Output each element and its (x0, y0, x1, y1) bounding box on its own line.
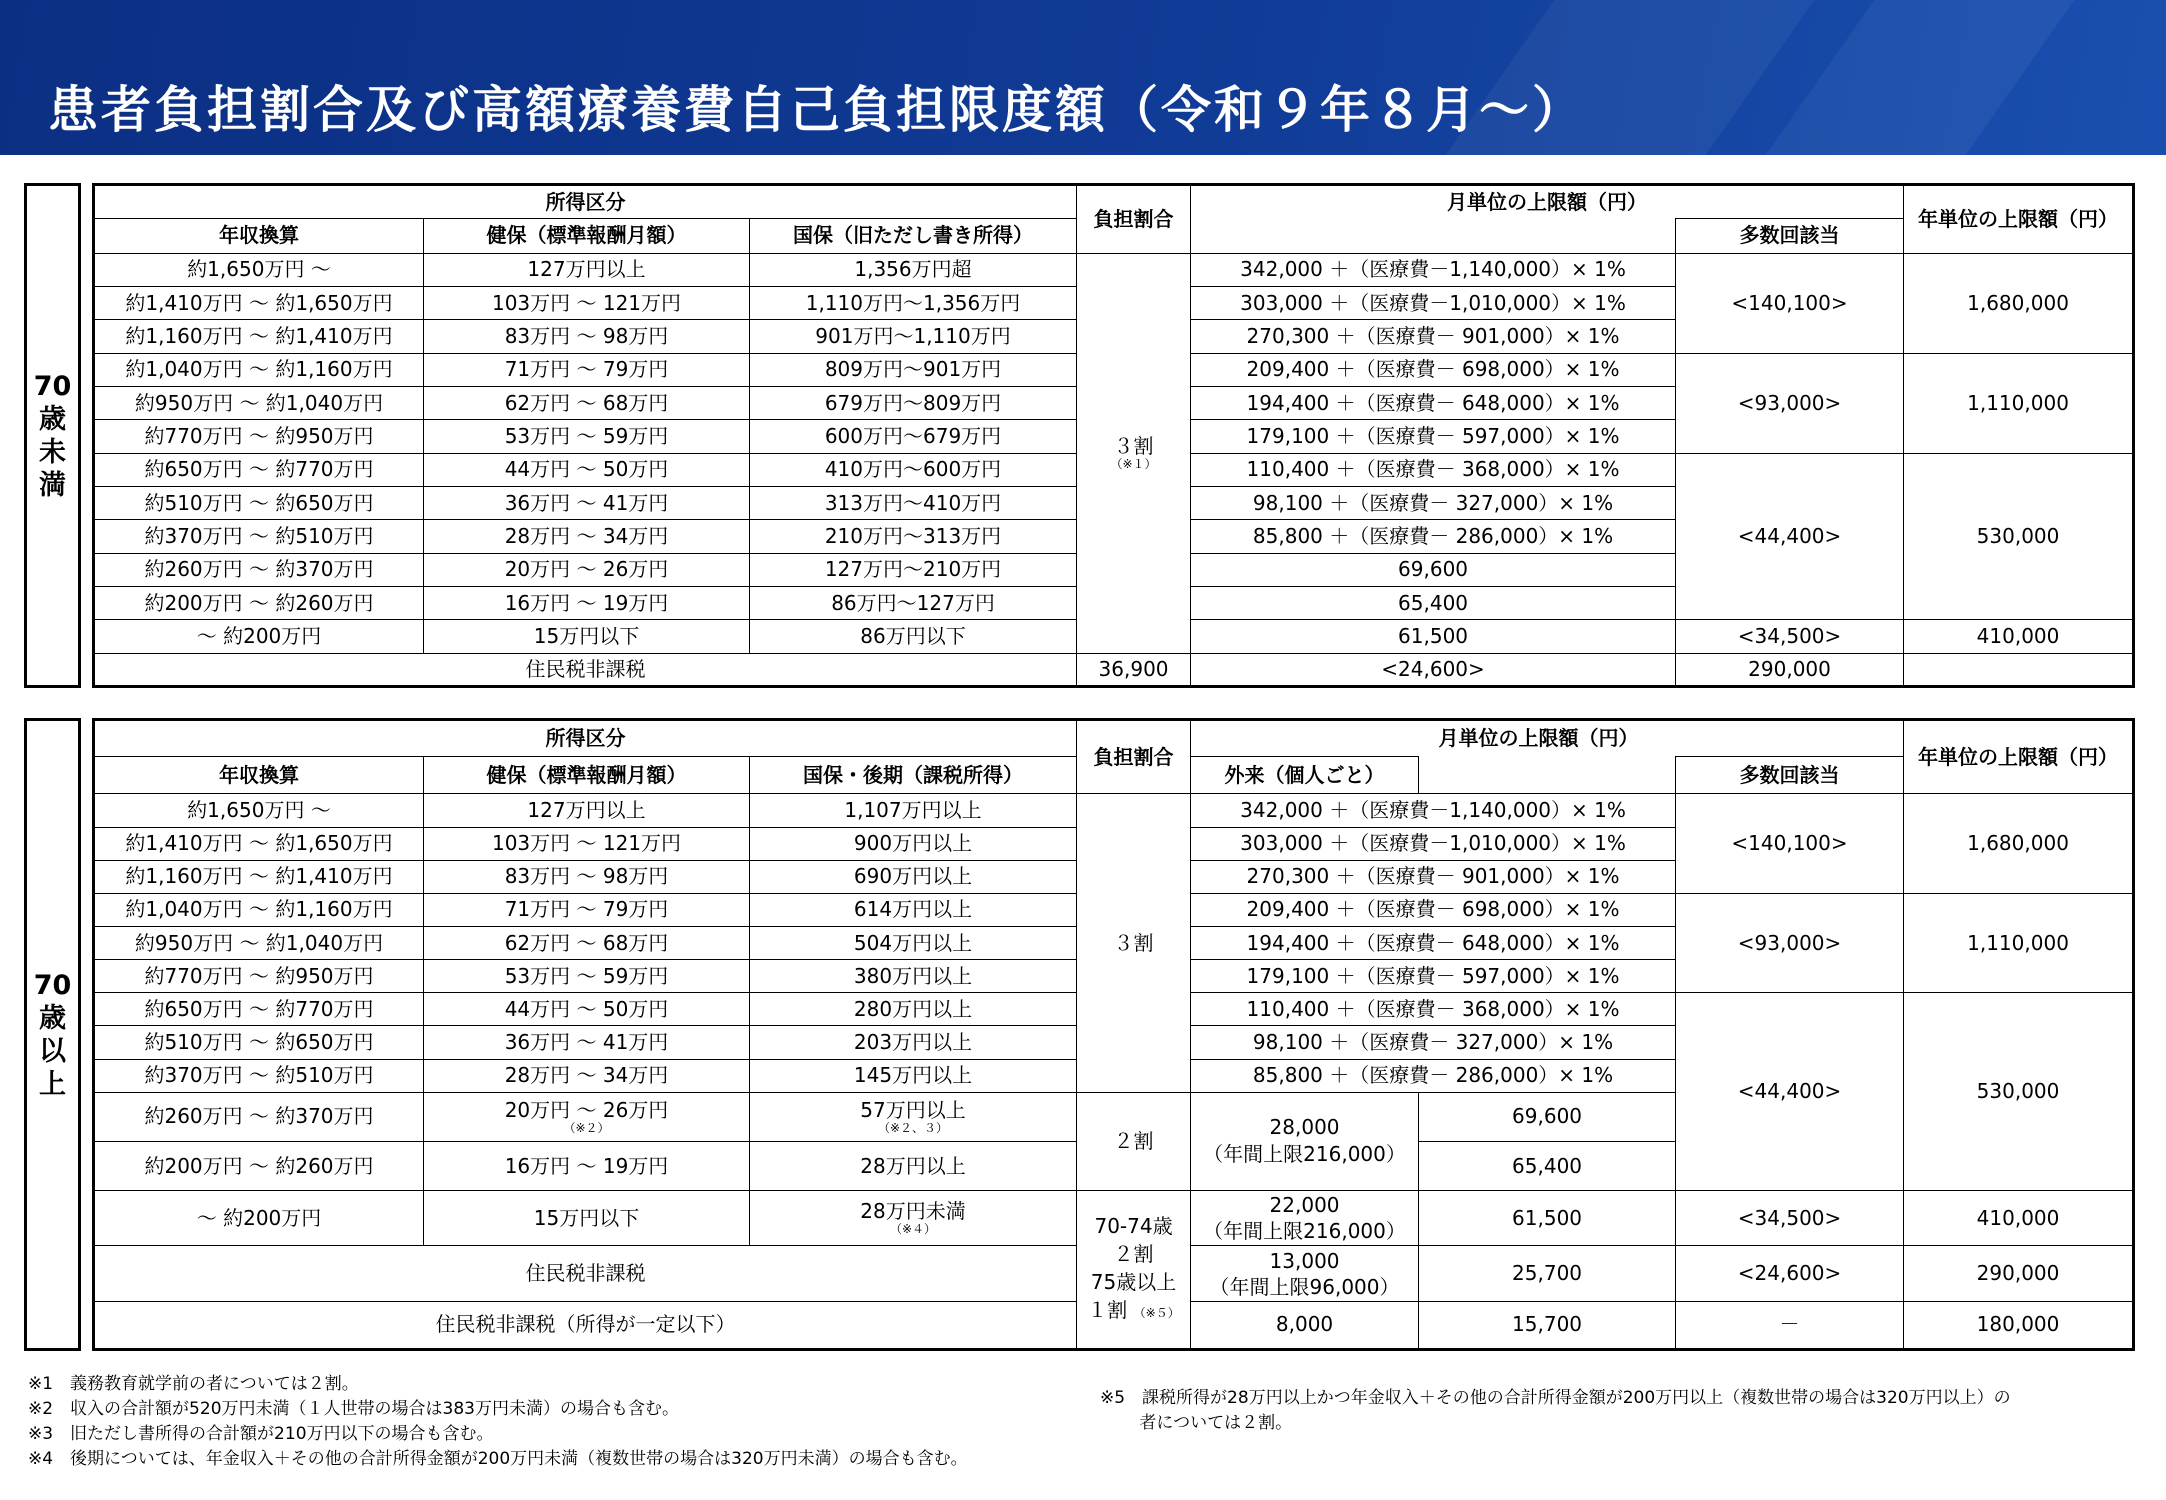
header-kokuho: 国保（旧ただし書き所得） (750, 219, 1077, 253)
table-cell: 約370万円 ～ 約510万円 (94, 520, 424, 553)
header-income-category: 所得区分 (94, 720, 1077, 757)
table-cell: 20万円 ～ 26万円 (424, 553, 750, 586)
table-cell: ～ 約200万円 (94, 1191, 424, 1246)
table-cell: 901万円～1,110万円 (750, 320, 1077, 353)
header-monthly-limit: 月単位の上限額（円） (1191, 185, 1904, 219)
table-cell: 1,680,000 (1904, 253, 2134, 353)
table-cell: <140,100> (1676, 794, 1904, 893)
table-cell: 1,110,000 (1904, 893, 2134, 992)
table-cell: 1,356万円超 (750, 253, 1077, 286)
header-monthly-blank (1191, 219, 1676, 253)
table-cell: 71万円 ～ 79万円 (424, 893, 750, 926)
footnote: ※3 旧ただし書所得の合計額が210万円以下の場合も含む。 (28, 1424, 494, 1444)
table-cell: 住民税非課税（所得が一定以下） (94, 1301, 1077, 1349)
table-cell: 約650万円 ～ 約770万円 (94, 993, 424, 1026)
header-multiple: 多数回該当 (1676, 219, 1904, 253)
table-cell: 25,700 (1419, 1246, 1676, 1301)
table-cell: 210万円～313万円 (750, 520, 1077, 553)
table-cell: 342,000 ＋（医療費－1,140,000）× 1% (1191, 253, 1676, 286)
table-cell: － (1676, 1301, 1904, 1349)
header-annual-income: 年収換算 (94, 757, 424, 794)
table-cell: 約770万円 ～ 約950万円 (94, 960, 424, 993)
outpatient-cell: 13,000 （年間上限96,000） (1191, 1246, 1419, 1301)
table-cell: 145万円以上 (750, 1059, 1077, 1092)
table-cell: 127万円以上 (424, 253, 750, 286)
table-cell: 71万円 ～ 79万円 (424, 353, 750, 386)
table-cell: 179,100 ＋（医療費－ 597,000）× 1% (1191, 420, 1676, 453)
header-annual-limit: 年単位の上限額（円） (1904, 185, 2134, 254)
table-cell: 約260万円 ～ 約370万円 (94, 1092, 424, 1141)
table-cell: <93,000> (1676, 353, 1904, 453)
table-cell: 約510万円 ～ 約650万円 (94, 486, 424, 519)
table-cell: 61,500 (1419, 1191, 1676, 1246)
table-cell: 44万円 ～ 50万円 (424, 993, 750, 1026)
table-cell: 36万円 ～ 41万円 (424, 1026, 750, 1059)
table-cell: 900万円以上 (750, 827, 1077, 860)
table-cell: 69,600 (1191, 553, 1676, 586)
table-cell: 98,100 ＋（医療費－ 327,000）× 1% (1191, 1026, 1676, 1059)
table-cell: 1,107万円以上 (750, 794, 1077, 827)
table-cell: 約510万円 ～ 約650万円 (94, 1026, 424, 1059)
table-cell: 65,400 (1191, 586, 1676, 619)
table-cell: 44万円 ～ 50万円 (424, 453, 750, 486)
table-cell: 約650万円 ～ 約770万円 (94, 453, 424, 486)
table-cell: 530,000 (1904, 453, 2134, 620)
table-cell: 36,900 (1077, 653, 1191, 686)
table-cell: 280万円以上 (750, 993, 1077, 1026)
table-cell: 62万円 ～ 68万円 (424, 926, 750, 959)
table-cell: 83万円 ～ 98万円 (424, 320, 750, 353)
table-cell: 69,600 (1419, 1092, 1676, 1141)
footnotes-right (1100, 1386, 2011, 1436)
table-cell: 約1,410万円 ～ 約1,650万円 (94, 827, 424, 860)
outpatient-cell: 22,000 （年間上限216,000） (1191, 1191, 1419, 1246)
table-cell: 270,300 ＋（医療費－ 901,000）× 1% (1191, 860, 1676, 893)
footnote: ※2 収入の合計額が520万円未満（１人世帯の場合は383万円未満）の場合も含む。 (28, 1399, 679, 1419)
table-cell: <93,000> (1676, 893, 1904, 992)
table-cell: <44,400> (1676, 453, 1904, 620)
table-cell: 15,700 (1419, 1301, 1676, 1349)
table-cell: 342,000 ＋（医療費－1,140,000）× 1% (1191, 794, 1676, 827)
footnotes-left (28, 1372, 968, 1472)
table-cell: 110,400 ＋（医療費－ 368,000）× 1% (1191, 453, 1676, 486)
table-cell: 127万円～210万円 (750, 553, 1077, 586)
table-cell: 約200万円 ～ 約260万円 (94, 1141, 424, 1190)
header-kokuho: 国保・後期（課税所得） (750, 757, 1077, 794)
table-cell: 57万円以上 （※２、３） (750, 1092, 1077, 1141)
table-cell: 679万円～809万円 (750, 386, 1077, 419)
table-cell: <44,400> (1676, 993, 1904, 1191)
table-cell: 110,400 ＋（医療費－ 368,000）× 1% (1191, 993, 1676, 1026)
table-cell: 約1,160万円 ～ 約1,410万円 (94, 860, 424, 893)
table-cell: 住民税非課税 (94, 653, 1077, 686)
age-label-under70: 70歳未満 (24, 183, 81, 688)
table-cell: 16万円 ～ 19万円 (424, 586, 750, 619)
table-cell: 98,100 ＋（医療費－ 327,000）× 1% (1191, 486, 1676, 519)
table-cell: 1,110,000 (1904, 353, 2134, 453)
table-cell: 約770万円 ～ 約950万円 (94, 420, 424, 453)
table-cell: 28万円 ～ 34万円 (424, 520, 750, 553)
table-cell: <24,600> (1191, 653, 1676, 686)
table-cell: <34,500> (1676, 1191, 1904, 1246)
table-cell: 約1,040万円 ～ 約1,160万円 (94, 353, 424, 386)
table-cell: 203万円以上 (750, 1026, 1077, 1059)
header-kenpo: 健保（標準報酬月額） (424, 219, 750, 253)
table-cell: 86万円以下 (750, 620, 1077, 653)
table-cell: 85,800 ＋（医療費－ 286,000）× 1% (1191, 520, 1676, 553)
table-cell: 85,800 ＋（医療費－ 286,000）× 1% (1191, 1059, 1676, 1092)
table-cell: 20万円 ～ 26万円 （※２） (424, 1092, 750, 1141)
table-cell: 住民税非課税 (94, 1246, 1077, 1301)
table-cell: 53万円 ～ 59万円 (424, 960, 750, 993)
table-cell: 530,000 (1904, 993, 2134, 1191)
table-cell: 約1,650万円 ～ (94, 253, 424, 286)
table-cell: 28万円 ～ 34万円 (424, 1059, 750, 1092)
table-cell: 380万円以上 (750, 960, 1077, 993)
table-cell: 410万円～600万円 (750, 453, 1077, 486)
table-cell: 28万円未満 （※４） (750, 1191, 1077, 1246)
page-title: 患者負担割合及び高額療養費自己負担限度額（令和９年８月～） (48, 81, 1585, 139)
burden-ratio-cell: ２割 (1077, 1092, 1191, 1190)
table-cell: 290,000 (1676, 653, 1904, 686)
table-cell: 約200万円 ～ 約260万円 (94, 586, 424, 619)
table-70plus (92, 718, 2135, 1351)
burden-ratio-cell: ３割 （※１） (1077, 253, 1191, 653)
table-cell: 1,110万円～1,356万円 (750, 286, 1077, 319)
header-banner (0, 0, 2166, 155)
table-cell: 504万円以上 (750, 926, 1077, 959)
table-cell: 127万円以上 (424, 794, 750, 827)
table-cell: 209,400 ＋（医療費－ 698,000）× 1% (1191, 893, 1676, 926)
header-income-category: 所得区分 (94, 185, 1077, 219)
table-cell: 690万円以上 (750, 860, 1077, 893)
footnote: ※5 課税所得が28万円以上かつ年金収入＋その他の合計所得金額が200万円以上（複数世帯の場合は320万円以上）の (1100, 1388, 2011, 1408)
table-cell: 53万円 ～ 59万円 (424, 420, 750, 453)
table-cell: 313万円～410万円 (750, 486, 1077, 519)
table-cell: 270,300 ＋（医療費－ 901,000）× 1% (1191, 320, 1676, 353)
burden-ratio-cell: ３割 (1077, 794, 1191, 1092)
table-cell: 290,000 (1904, 1246, 2134, 1301)
table-under70 (92, 183, 2135, 688)
table-cell: 16万円 ～ 19万円 (424, 1141, 750, 1190)
table-cell: <140,100> (1676, 253, 1904, 353)
header-blank (1191, 720, 1419, 757)
table-cell: 約1,410万円 ～ 約1,650万円 (94, 286, 424, 319)
table-cell: 36万円 ～ 41万円 (424, 486, 750, 519)
table-cell: 約370万円 ～ 約510万円 (94, 1059, 424, 1092)
table-cell: 約260万円 ～ 約370万円 (94, 553, 424, 586)
header-outpatient: 外来（個人ごと） (1191, 757, 1419, 794)
table-cell: 15万円以下 (424, 1191, 750, 1246)
table-cell: 約1,160万円 ～ 約1,410万円 (94, 320, 424, 353)
table-cell: <34,500> (1676, 620, 1904, 653)
table-cell: 103万円 ～ 121万円 (424, 286, 750, 319)
table-cell: 600万円～679万円 (750, 420, 1077, 453)
table-cell: 410,000 (1904, 1191, 2134, 1246)
table-cell: 83万円 ～ 98万円 (424, 860, 750, 893)
footnote: ※4 後期については、年金収入＋その他の合計所得金額が200万円未満（複数世帯の場合は320万円未満）の場合も含む。 (28, 1449, 968, 1469)
banner-decoration (1766, 0, 2075, 155)
header-burden-ratio: 負担割合 (1077, 185, 1191, 254)
table-cell: 209,400 ＋（医療費－ 698,000）× 1% (1191, 353, 1676, 386)
table-cell: 303,000 ＋（医療費－1,010,000）× 1% (1191, 827, 1676, 860)
table-cell: 65,400 (1419, 1141, 1676, 1190)
footnote: 者については２割。 (1100, 1413, 1293, 1433)
table-cell: 303,000 ＋（医療費－1,010,000）× 1% (1191, 286, 1676, 319)
table-cell: 194,400 ＋（医療費－ 648,000）× 1% (1191, 926, 1676, 959)
table-cell: 28万円以上 (750, 1141, 1077, 1190)
table-cell: 194,400 ＋（医療費－ 648,000）× 1% (1191, 386, 1676, 419)
burden-ratio-cell: 70-74歳 ２割 75歳以上 １割 （※５） (1077, 1191, 1191, 1350)
outpatient-cell: 28,000 （年間上限216,000） (1191, 1092, 1419, 1190)
table-cell: 約1,040万円 ～ 約1,160万円 (94, 893, 424, 926)
table-cell: 180,000 (1904, 1301, 2134, 1349)
header-annual-income: 年収換算 (94, 219, 424, 253)
header-monthly-limit: 月単位の上限額（円） (1419, 720, 1904, 757)
table-cell: 約1,650万円 ～ (94, 794, 424, 827)
header-multiple: 多数回該当 (1676, 757, 1904, 794)
age-label-70plus: 70歳以上 (24, 718, 81, 1351)
table-cell: 410,000 (1904, 620, 2134, 653)
table-cell: 約950万円 ～ 約1,040万円 (94, 926, 424, 959)
table-cell: 86万円～127万円 (750, 586, 1077, 619)
header-burden-ratio: 負担割合 (1077, 720, 1191, 794)
table-cell: 1,680,000 (1904, 794, 2134, 893)
table-cell: 809万円～901万円 (750, 353, 1077, 386)
table-cell: 約950万円 ～ 約1,040万円 (94, 386, 424, 419)
table-cell: 15万円以下 (424, 620, 750, 653)
header-annual-limit: 年単位の上限額（円） (1904, 720, 2134, 794)
outpatient-cell: 8,000 (1191, 1301, 1419, 1349)
footnote: ※1 義務教育就学前の者については２割。 (28, 1374, 359, 1394)
header-kenpo: 健保（標準報酬月額） (424, 757, 750, 794)
table-cell: <24,600> (1676, 1246, 1904, 1301)
table-cell: 103万円 ～ 121万円 (424, 827, 750, 860)
table-cell: 614万円以上 (750, 893, 1077, 926)
table-cell: 179,100 ＋（医療費－ 597,000）× 1% (1191, 960, 1676, 993)
table-cell: ～ 約200万円 (94, 620, 424, 653)
table-cell: 62万円 ～ 68万円 (424, 386, 750, 419)
table-cell: 61,500 (1191, 620, 1676, 653)
header-monthly-blank (1419, 757, 1676, 794)
